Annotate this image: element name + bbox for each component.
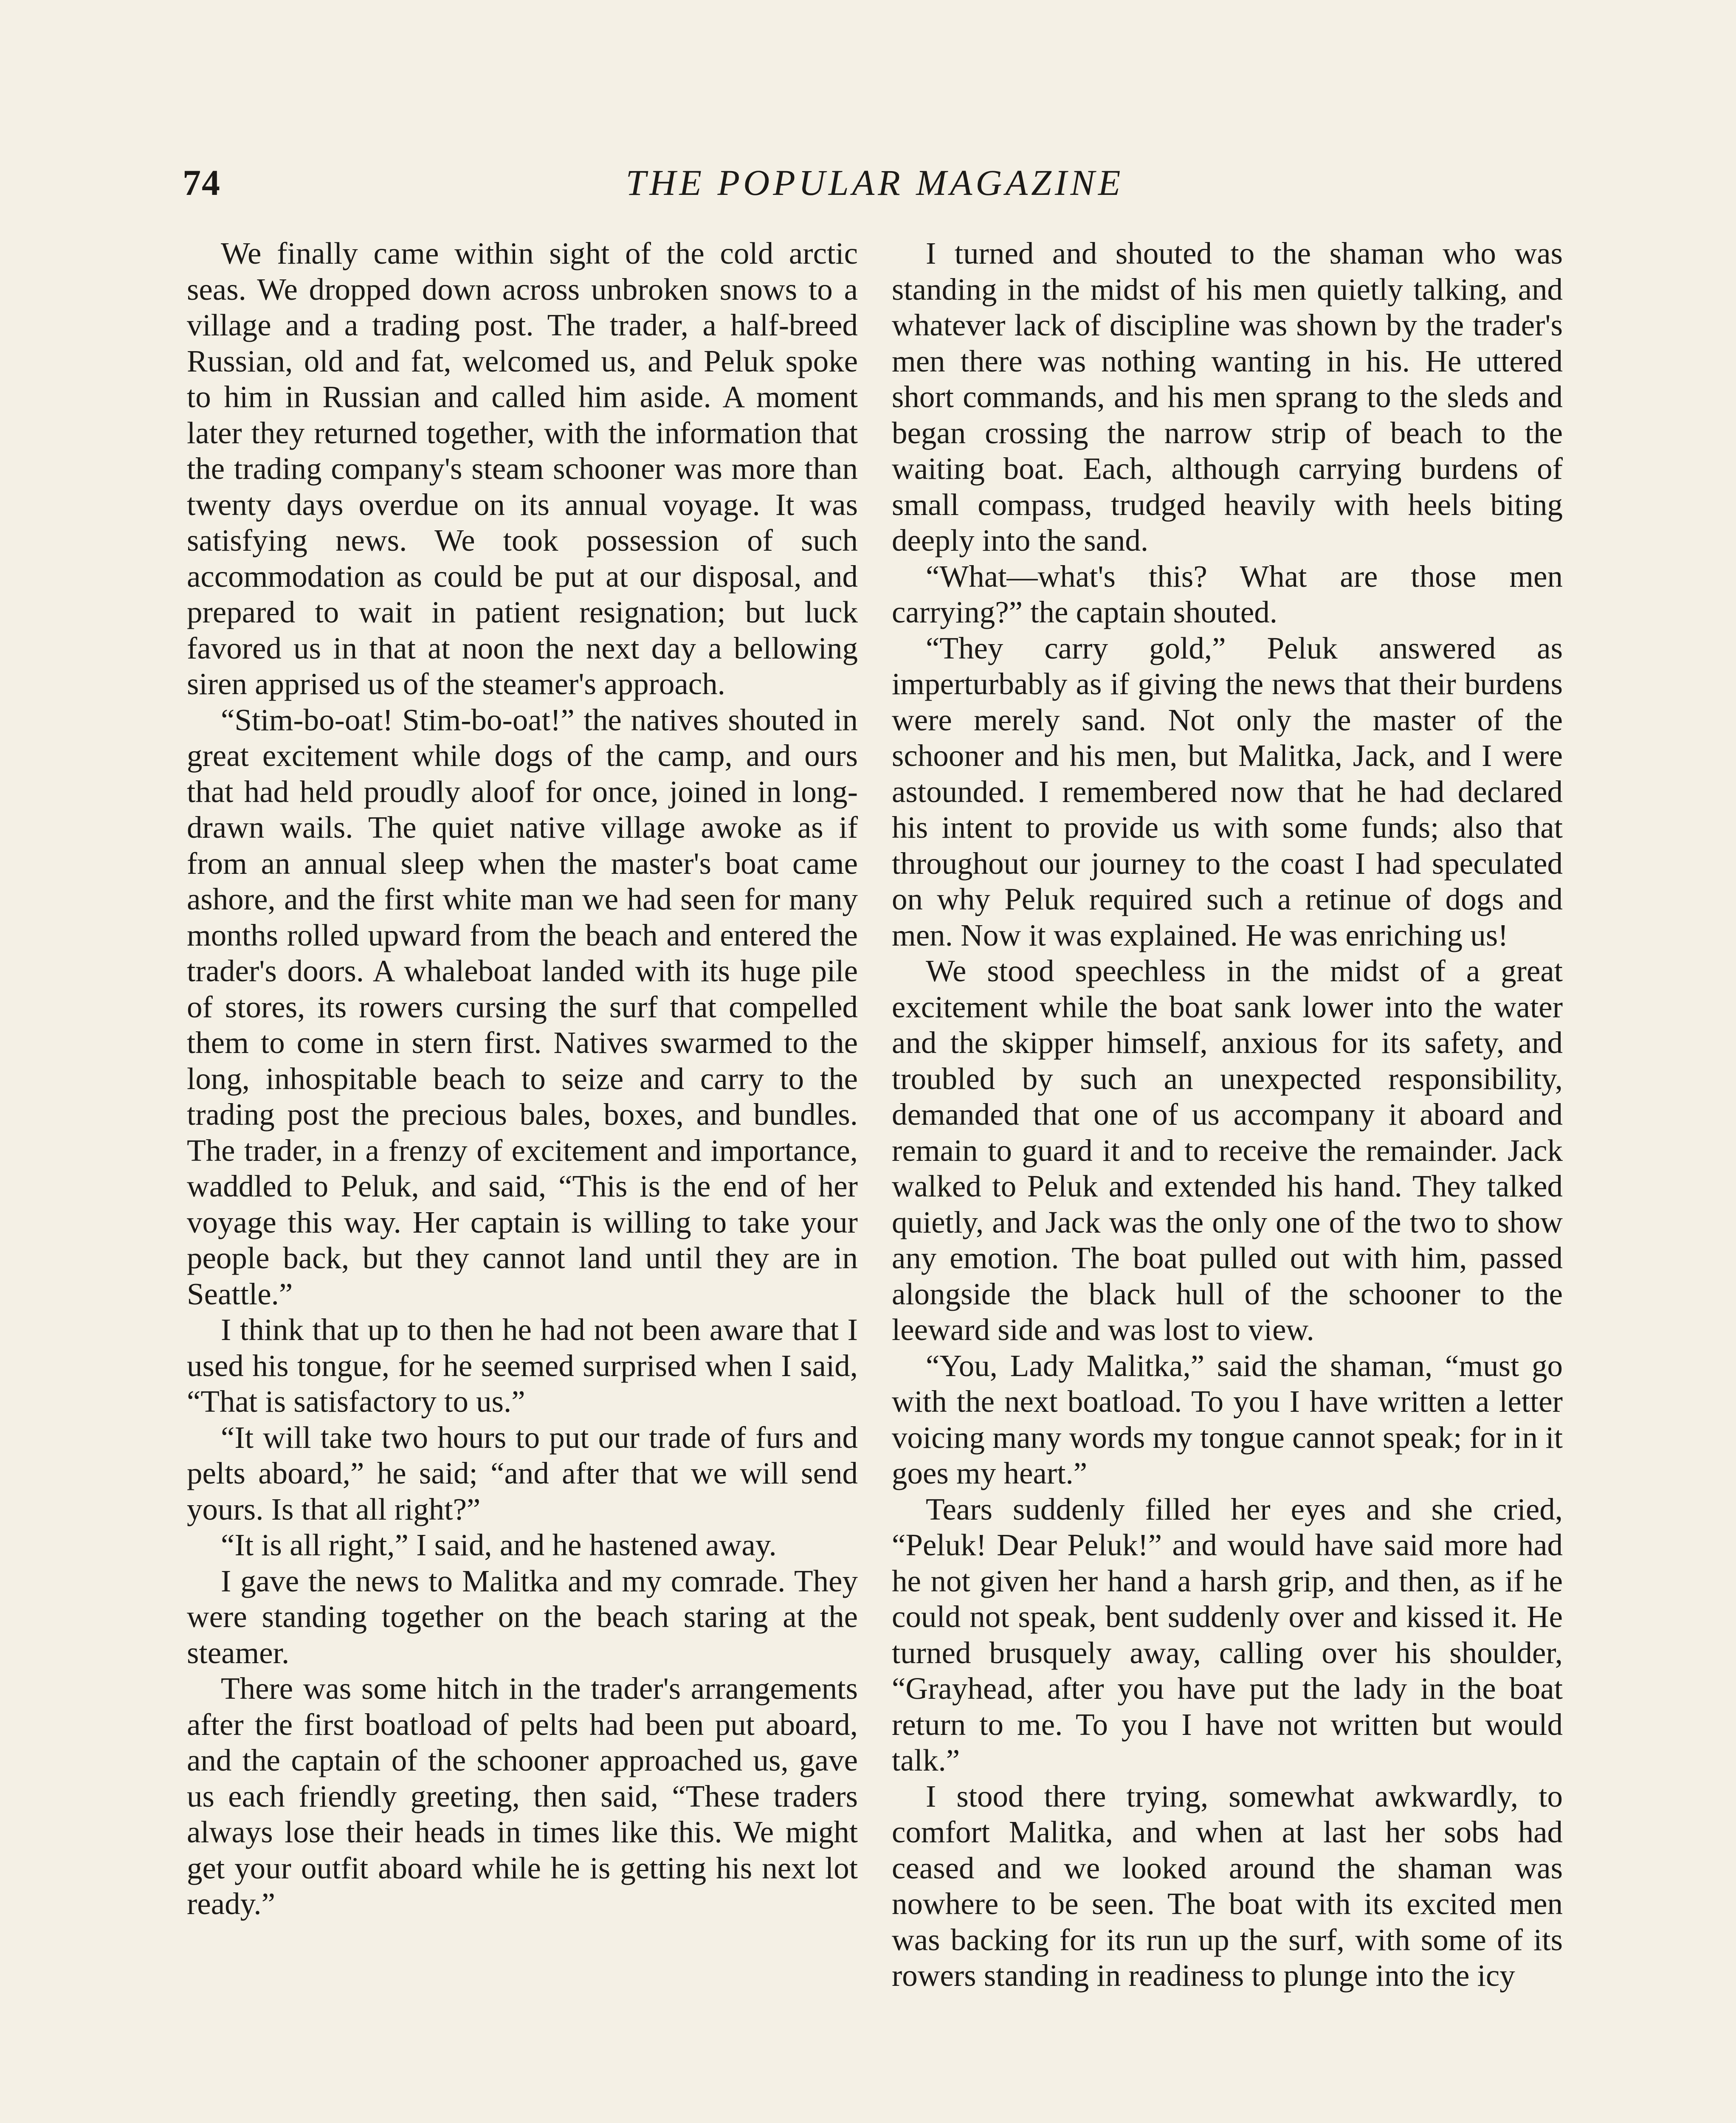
paragraph: “It is all right,” I said, and he hastened away. <box>221 1528 777 1562</box>
paragraph: “They carry gold,” Peluk answered as imperturbably as if giving the news that their burdens were merely sand. Not only the master of the schooner and his men, but Malitka, Jack, and I were astounded. I remembered now that he had declared his intent to provide us with some funds; also that throughout our journey to the coast I had speculated on why Peluk required such a retinue of dogs and men. Now it was explained. He was enriching us! <box>892 631 1563 952</box>
paragraph: Tears suddenly filled her eyes and she cried, “Peluk! Dear Peluk!” and would have said more had he not given her hand a harsh grip, and then, as if he could not speak, bent suddenly over and kissed it. He turned brusquely away, calling over his shoulder, “Grayhead, after you have put the lady in the boat return to me. To you I have not written but would talk.” <box>892 1492 1563 1777</box>
paragraph: I think that up to then he had not been aware that I used his tongue, for he seemed surprised when I said, “That is satisfactory to us.” <box>187 1312 858 1419</box>
paragraph: I gave the news to Malitka and my comrade. They were standing together on the beach staring at the steamer. <box>187 1563 858 1670</box>
paragraph: There was some hitch in the trader's arrangements after the first boatload of pelts had been put aboard, and the captain of the schooner approached us, gave us each friendly greeting, then said, “These traders always lose their heads in times like this. We might get your outfit aboard while he is getting his next lot ready.” <box>187 1671 858 1921</box>
paragraph: “You, Lady Malitka,” said the shaman, “must go with the next boatload. To you I have written a letter voicing many words my tongue cannot speak; for in it goes my heart.” <box>892 1348 1563 1490</box>
paragraph: I turned and shouted to the shaman who was standing in the midst of his men quietly talking, and whatever lack of discipline was shown by the trader's men there was nothing wanting in his. He uttered short commands, and his men sprang to the sleds and began crossing the narrow strip of beach to the waiting boat. Each, although carrying burdens of small compass, trudged heavily with heels biting deeply into the sand. <box>892 236 1563 557</box>
paragraph: “Stim-bo-oat! Stim-bo-oat!” the natives shouted in great excitement while dogs of the camp, and ours that had held proudly aloof for once, joined in long-drawn wails. The quiet native village awoke as if from an annual sleep when the master's boat came ashore, and the first white man we had seen for many months rolled upward from the beach and entered the trader's doors. A whaleboat landed with its huge pile of stores, its rowers cursing the surf that compelled them to come in stern first. Natives swarmed to the long, inhospitable beach to seize and carry to the trading post the precious bales, boxes, and bundles. The trader, in a frenzy of excitement and importance, waddled to Peluk, and said, “This is the end of her voyage this way. Her captain is willing to take your people back, but they cannot land until they are in Seattle.” <box>187 702 858 1311</box>
running-head: THE POPULAR MAGAZINE <box>626 162 1124 203</box>
paragraph: I stood there trying, somewhat awkwardly, to comfort Malitka, and when at last her sobs had ceased and we looked around the shaman was nowhere to be seen. The boat with its excited men was backing for its run up the surf, with some of its rowers standing in readiness to plunge into the icy <box>892 1779 1563 1993</box>
page-number: 74 <box>183 162 221 203</box>
paragraph: We stood speechless in the midst of a great excitement while the boat sank lower into the water and the skipper himself, anxious for its safety, and troubled by such an unexpected responsibility, demanded that one of us accompany it aboard and remain to guard it and to receive the remainder. Jack walked to Peluk and extended his hand. They talked quietly, and Jack was the only one of the two to show any emotion. The boat pulled out with him, passed alongside the black hull of the schooner to the leeward side and was lost to view. <box>892 954 1563 1347</box>
paragraph: “It will take two hours to put our trade of furs and pelts aboard,” he said; “and after that we will send yours. Is that all right?” <box>187 1420 858 1526</box>
paragraph: “What—what's this? What are those men carrying?” the captain shouted. <box>892 559 1563 629</box>
paragraph: We finally came within sight of the cold arctic seas. We dropped down across unbroken snows to a village and a trading post. The trader, a half-breed Russian, old and fat, welcomed us, and Peluk spoke to him in Russian and called him aside. A moment later they returned together, with the information that the trading company's steam schooner was more than twenty days overdue on its annual voyage. It was satisfying news. We took possession of such accommodation as could be put at our disposal, and prepared to wait in patient resignation; but luck favored us in that at noon the next day a bellowing siren apprised us of the steamer's approach. <box>187 236 858 701</box>
left-column <box>187 236 858 1922</box>
right-column <box>892 236 1563 1994</box>
page-header <box>183 161 1567 212</box>
